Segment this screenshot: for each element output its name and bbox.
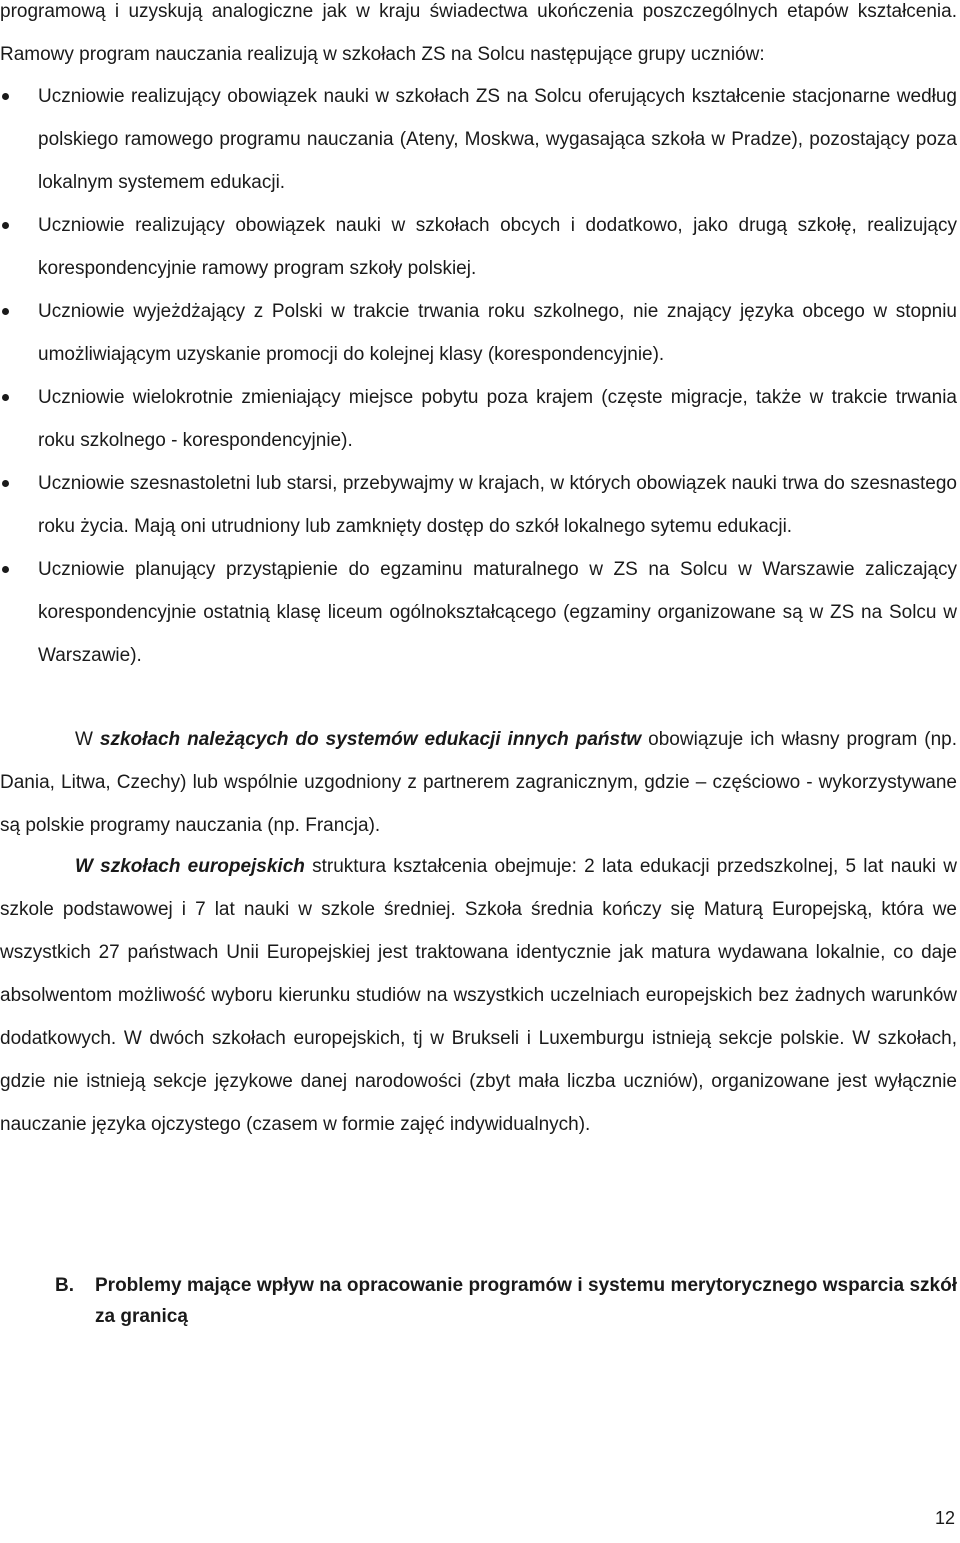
- section-letter: B.: [55, 1275, 74, 1296]
- list-item: [0, 290, 957, 376]
- emphasized-phrase: szkołach należących do systemów edukacji innych państw: [99, 729, 642, 750]
- list-item-text: Uczniowie wyjeżdżający z Polski w trakcie trwania roku szkolnego, nie znający języka obcego w stopniu umożliwiającym uzyskanie promocji do kolejnej klasy (korespondencyjnie).: [38, 301, 957, 365]
- foreign-systems-paragraph: [0, 718, 957, 847]
- list-item-text: Uczniowie realizujący obowiązek nauki w szkołach obcych i dodatkowo, jako drugą szkołę, realizujący korespondencyjnie ramowy program szkoły polskiej.: [38, 215, 957, 279]
- bullet-icon: [2, 566, 9, 573]
- paragraph-text: obowiązuje ich własny program (np. Dania, Litwa, Czechy) lub wspólnie uzgodniony z partnerem zagranicznym, gdzie – częściowo - wykorzystywane są polskie programy nauczania (np. Francja).: [0, 729, 957, 836]
- bullet-icon: [2, 222, 9, 229]
- paragraph-lead: W: [75, 729, 100, 750]
- bullet-icon: [2, 93, 9, 100]
- section-title: Problemy mające wpływ na opracowanie programów i systemu merytorycznego wsparcia szkół za granicą: [95, 1275, 957, 1327]
- intro-paragraph: programową i uzyskują analogiczne jak w kraju świadectwa ukończenia poszczególnych etapów kształcenia. Ramowy program nauczania realizują w szkołach ZS na Solcu następujące grupy uczniów:: [0, 1, 957, 65]
- list-item: [0, 204, 957, 290]
- bullet-icon: [2, 480, 9, 487]
- student-groups-list: [0, 75, 957, 677]
- page-number: 12: [934, 1508, 955, 1528]
- list-item: [0, 462, 957, 548]
- list-item-text: Uczniowie wielokrotnie zmieniający miejsce pobytu poza krajem (częste migracje, także w trakcie trwania roku szkolnego - korespondencyjnie).: [38, 387, 957, 451]
- bullet-icon: [2, 308, 9, 315]
- paragraph-text: struktura kształcenia obejmuje: 2 lata edukacji przedszkolnej, 5 lat nauki w szkole podstawowej i 7 lat nauki w szkole średniej. Szkoła średnia kończy się Maturą Europejską, która we wszystkich 27 państwach Unii Europejskiej jest traktowana identycznie jak matura wydawana lokalnie, co daje absolwentom możliwość wyboru kierunku studiów na wszystkich uczelniach europejskich bez żadnych warunków dodatkowych. W dwóch szkołach europejskich, tj w Brukseli i Luxemburgu istnieją sekcje polskie. W szkołach, gdzie nie istnieją sekcje językowe danej narodowości (zbyt mała liczba uczniów), organizowane jest wyłącznie nauczanie języka ojczystego (czasem w formie zajęć indywidualnych).: [0, 856, 957, 1135]
- list-item-text: Uczniowie planujący przystąpienie do egzaminu maturalnego w ZS na Solcu w Warszawie zaliczający korespondencyjnie ostatnią klasę liceum ogólnokształcącego (egzaminy organizowane są w ZS na Solcu w Warszawie).: [38, 559, 957, 666]
- bullet-icon: [2, 394, 9, 401]
- list-item: [0, 548, 957, 677]
- list-item: [0, 376, 957, 462]
- section-heading: [55, 1270, 957, 1332]
- list-item-text: Uczniowie szesnastoletni lub starsi, przebywajmy w krajach, w których obowiązek nauki trwa do szesnastego roku życia. Mają oni utrudniony lub zamknięty dostęp do szkół lokalnego sytemu edukacji.: [38, 473, 957, 537]
- european-schools-paragraph: [0, 845, 957, 1146]
- list-item-text: Uczniowie realizujący obowiązek nauki w szkołach ZS na Solcu oferujących kształcenie stacjonarne według polskiego ramowego programu nauczania (Ateny, Moskwa, wygasająca szkoła w Pradze), pozostający poza lokalnym systemem edukacji.: [38, 86, 957, 193]
- list-item: [0, 75, 957, 204]
- emphasized-phrase: W szkołach europejskich: [75, 856, 305, 877]
